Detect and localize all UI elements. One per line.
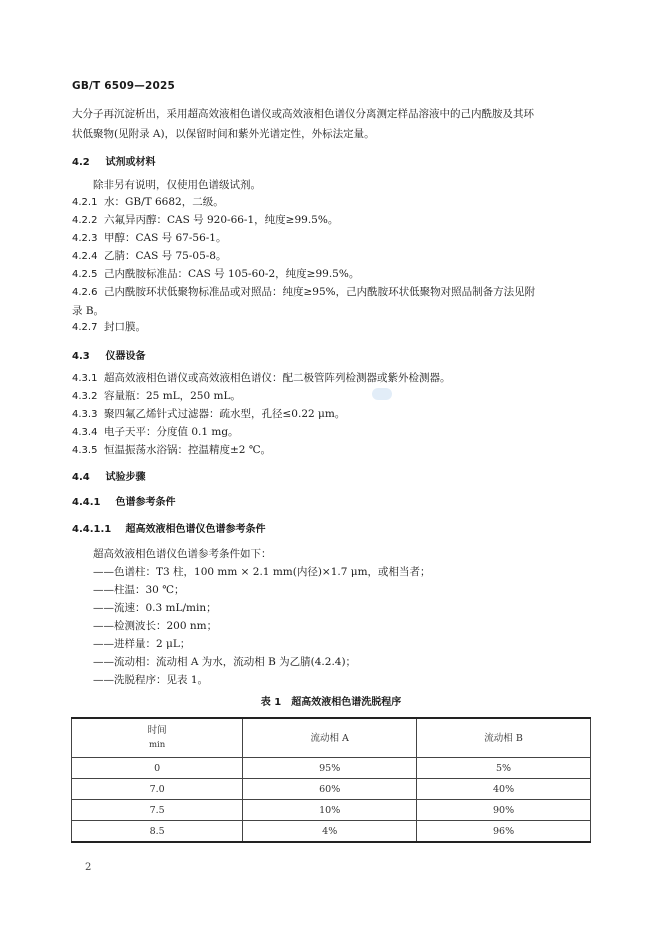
cell-phase-a: 60% xyxy=(243,779,417,800)
section-heading-4-4-1-1 xyxy=(72,520,265,535)
section-number: 4.4 xyxy=(72,472,90,483)
cell-phase-a: 95% xyxy=(243,758,417,779)
list-item: 4.2.1 水：GB/T 6682，二级。 xyxy=(72,196,224,208)
table-row xyxy=(72,779,591,800)
reagent-note: 除非另有说明，仅使用色谱级试剂。 xyxy=(93,179,261,191)
table-row xyxy=(72,758,591,779)
cell-time: 7.5 xyxy=(72,800,243,821)
list-item: 4.3.3 聚四氟乙烯针式过滤器：疏水型，孔径≤0.22 μm。 xyxy=(72,408,346,420)
section-number: 4.3 xyxy=(72,351,90,362)
section-number: 4.4.1.1 xyxy=(72,524,112,535)
conditions-list xyxy=(93,545,431,689)
list-item: 4.2.3 甲醇：CAS 号 67-56-1。 xyxy=(72,232,227,244)
conditions-lead: 超高效液相色谱仪色谱参考条件如下： xyxy=(93,548,272,560)
section-title: 试验步骤 xyxy=(105,472,146,483)
table-row xyxy=(72,821,591,843)
condition-item: ——流动相：流动相 A 为水，流动相 B 为乙腈(4.2.4)； xyxy=(93,656,357,668)
list-item: 4.2.4 乙腈：CAS 号 75-05-8。 xyxy=(72,250,227,262)
list-item: 4.2.6 己内酰胺环状低聚物标准品或对照品：纯度≥95%，己内酰胺环状低聚物对照品制备方法见附 录 B。 xyxy=(72,282,590,321)
cell-phase-b: 40% xyxy=(417,779,591,800)
page-number: 2 xyxy=(85,862,92,873)
section-heading-4-3 xyxy=(72,347,145,362)
section-title: 试剂或材料 xyxy=(105,157,156,168)
list-item-continuation: 录 B。 xyxy=(72,305,105,317)
section-heading-4-4-1 xyxy=(72,493,175,508)
section-title: 超高效液相色谱仪色谱参考条件 xyxy=(125,524,266,535)
section-title: 仪器设备 xyxy=(105,351,146,362)
condition-item: ——检测波长：200 nm； xyxy=(93,620,218,632)
section-heading-4-2 xyxy=(72,153,155,168)
condition-item: ——色谱柱：T3 柱，100 mm × 2.1 mm(内径)×1.7 μm，或相当者； xyxy=(93,566,431,578)
section-heading-4-4 xyxy=(72,468,145,483)
cell-phase-a: 10% xyxy=(243,800,417,821)
cell-phase-b: 90% xyxy=(417,800,591,821)
header-phase-b: 流动相 B xyxy=(417,718,591,758)
condition-item: ——洗脱程序：见表 1。 xyxy=(93,674,209,686)
list-item: 4.3.1 超高效液相色谱仪或高效液相色谱仪：配二极管阵列检测器或紫外检测器。 xyxy=(72,372,451,384)
cell-time: 8.5 xyxy=(72,821,243,843)
cell-phase-a: 4% xyxy=(243,821,417,843)
intro-line-1: 大分子再沉淀析出，采用超高效液相色谱仪或高效液相色谱仪分离测定样品溶液中的己内酰胺及其环 xyxy=(72,108,534,120)
section-number: 4.2 xyxy=(72,157,90,168)
condition-item: ——进样量：2 μL； xyxy=(93,638,191,650)
list-item: 4.3.2 容量瓶：25 mL，250 mL。 xyxy=(72,390,241,402)
cell-time: 0 xyxy=(72,758,243,779)
list-item: 4.3.5 恒温振荡水浴锅：控温精度±2 ℃。 xyxy=(72,444,272,456)
list-item: 4.2.5 己内酰胺标准品：CAS 号 105-60-2，纯度≥99.5%。 xyxy=(72,268,360,280)
intro-paragraph xyxy=(72,104,590,144)
cell-phase-b: 5% xyxy=(417,758,591,779)
section-number: 4.4.1 xyxy=(72,497,101,508)
table-row xyxy=(72,800,591,821)
header-time: 时间 min xyxy=(72,718,243,758)
intro-line-2: 状低聚物(见附录 A)，以保留时间和紫外光谱定性，外标法定量。 xyxy=(72,128,375,140)
table-title: 表 1 超高效液相色谱洗脱程序 xyxy=(260,697,402,708)
standard-code: GB/T 6509—2025 xyxy=(72,80,176,92)
condition-item: ——流速：0.3 mL/min； xyxy=(93,602,217,614)
list-item: 4.2.7 封口膜。 xyxy=(72,321,146,333)
table-header-row xyxy=(72,718,591,758)
list-item: 4.2.2 六氟异丙醇：CAS 号 920-66-1，纯度≥99.5%。 xyxy=(72,214,339,226)
list-item: 4.3.4 电子天平：分度值 0.1 mg。 xyxy=(72,426,239,438)
section-title: 色谱参考条件 xyxy=(115,497,176,508)
cell-phase-b: 96% xyxy=(417,821,591,843)
watermark-stamp xyxy=(372,388,392,400)
condition-item: ——柱温：30 ℃； xyxy=(93,584,185,596)
cell-time: 7.0 xyxy=(72,779,243,800)
header-phase-a: 流动相 A xyxy=(243,718,417,758)
elution-program-table xyxy=(71,717,591,843)
